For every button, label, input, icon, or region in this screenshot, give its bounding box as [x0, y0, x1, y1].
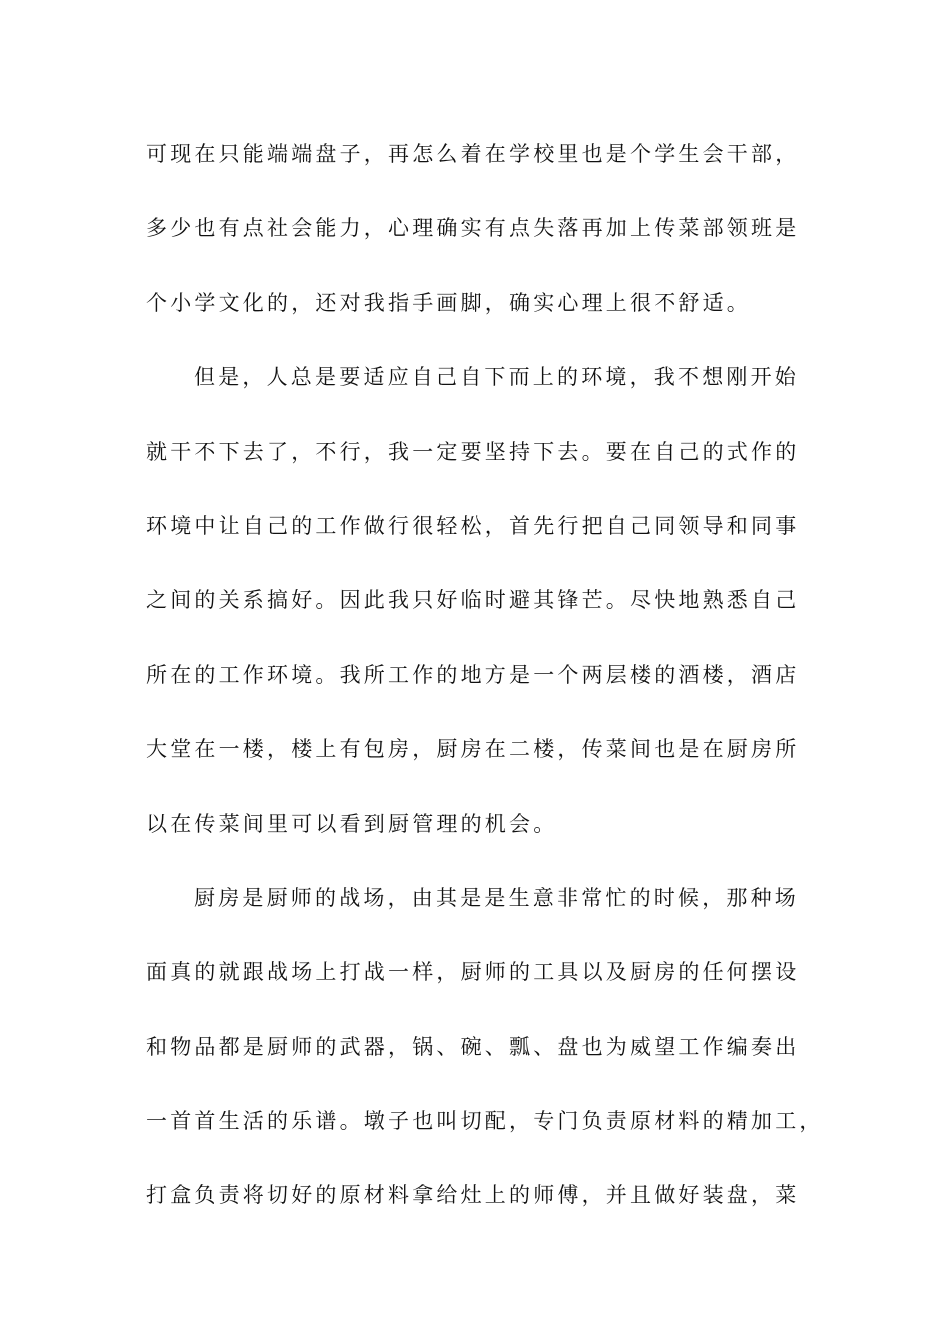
- text-line: 一首首生活的乐谱。墩子也叫切配，专门负责原材料的精加工，: [146, 1109, 824, 1134]
- text-line: 个小学文化的，还对我指手画脚，确实心理上很不舒适。: [146, 290, 751, 315]
- text-line: 之间的关系搞好。因此我只好临时避其锋芒。尽快地熟悉自己: [146, 588, 800, 613]
- text-line: 就干不下去了，不行，我一定要坚持下去。要在自己的式作的: [146, 439, 800, 464]
- text-line: 以在传菜间里可以看到厨管理的机会。: [146, 811, 558, 836]
- text-line: 打盒负责将切好的原材料拿给灶上的师傅，并且做好装盘，菜: [146, 1183, 800, 1208]
- text-line: 面真的就跟战场上打战一样，厨师的工具以及厨房的任何摆设: [146, 960, 800, 985]
- body-text: [146, 128, 826, 1244]
- text-line: 和物品都是厨师的武器，锅、碗、瓢、盘也为威望工作编奏出: [146, 1034, 800, 1059]
- text-line: 所在的工作环境。我所工作的地方是一个两层楼的酒楼，酒店: [146, 662, 800, 687]
- text-line: 环境中让自己的工作做行很轻松，首先行把自己同领导和同事: [146, 513, 800, 538]
- text-line: 多少也有点社会能力，心理确实有点失落再加上传菜部领班是: [146, 216, 800, 241]
- text-line: 可现在只能端端盘子，再怎么着在学校里也是个学生会干部，: [146, 142, 800, 166]
- text-line: 大堂在一楼，楼上有包房，厨房在二楼，传菜间也是在厨房所: [146, 737, 800, 762]
- paragraph-start-line: 但是，人总是要适应自己自下而上的环境，我不想刚开始: [194, 365, 799, 390]
- paragraph-start-line: 厨房是厨师的战场，由其是是生意非常忙的时候，那种场: [194, 885, 799, 910]
